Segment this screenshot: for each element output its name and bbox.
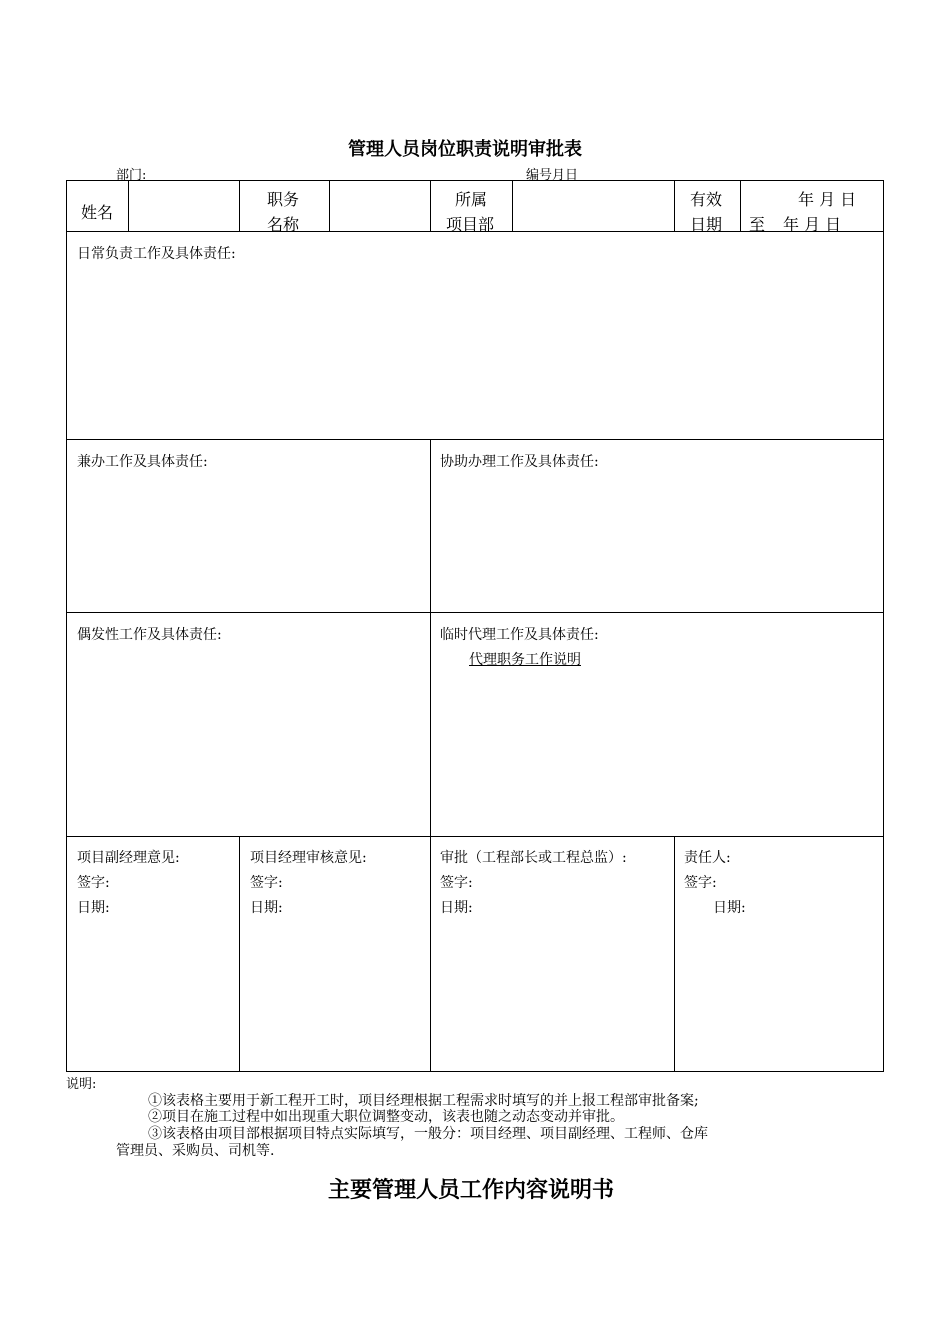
concurrent-duties-field[interactable] (68, 469, 428, 610)
col-divider (674, 836, 675, 1072)
sign-label: 签字: (440, 875, 473, 891)
note-item-3-cont: 管理员、采购员、司机等. (116, 1143, 275, 1159)
valid-date-from: 年 月 日 (798, 190, 857, 209)
valid-date-to-prefix: 至 (749, 215, 766, 234)
project-field[interactable] (513, 182, 673, 230)
position-label-1: 职务 (267, 190, 300, 209)
name-label: 姓名 (81, 203, 114, 222)
date-label: 日期: (250, 900, 283, 916)
note-item-2: ②项目在施工过程中如出现重大职位调整变动，该表也随之动态变动并审批。 (148, 1109, 624, 1125)
date-label: 日期: (77, 900, 110, 916)
assist-duties-field[interactable] (432, 469, 882, 610)
temporary-duties-label: 临时代理工作及具体责任: (440, 627, 599, 643)
daily-duties-label: 日常负责工作及具体责任: (77, 246, 236, 262)
occasional-duties-field[interactable] (68, 642, 428, 834)
serial-label: 编号月日 (526, 168, 579, 183)
occasional-duties-label: 偶发性工作及具体责任: (77, 627, 222, 643)
col-divider (239, 181, 240, 231)
deputy-pm-opinion-label: 项目副经理意见: (77, 850, 180, 866)
daily-duties-field[interactable] (68, 261, 882, 437)
col-divider (740, 181, 741, 231)
row-divider (67, 836, 883, 837)
sign-label: 签字: (77, 875, 110, 891)
col-divider (239, 836, 240, 1072)
note-item-1: ①该表格主要用于新工程开工时，项目经理根据工程需求时填写的并上报工程部审批备案; (148, 1093, 699, 1109)
date-label: 日期: (713, 900, 746, 916)
date-label: 日期: (440, 900, 473, 916)
dept-label: 部门: (116, 168, 147, 183)
position-label-2: 名称 (267, 215, 300, 234)
doc-section-title: 主要管理人员工作内容说明书 (328, 1177, 615, 1203)
row-divider (67, 612, 883, 613)
assist-duties-label: 协助办理工作及具体责任: (440, 454, 599, 470)
row-divider (67, 439, 883, 440)
sign-label: 签字: (684, 875, 717, 891)
notes-label: 说明: (66, 1077, 97, 1092)
approval-form-table (66, 180, 884, 1072)
responsible-person-label: 责任人: (684, 850, 731, 866)
form-title: 管理人员岗位职责说明审批表 (348, 139, 582, 160)
acting-duty-link[interactable]: 代理职务工作说明 (469, 652, 581, 668)
col-divider (430, 181, 431, 231)
pm-review-label: 项目经理审核意见: (250, 850, 367, 866)
col-divider (430, 439, 431, 836)
valid-date-to: 年 月 日 (783, 215, 842, 234)
temporary-duties-field[interactable] (432, 671, 882, 834)
project-label-1: 所属 (455, 190, 488, 209)
valid-label-1: 有效 (690, 190, 723, 209)
col-divider (430, 836, 431, 1072)
sign-label: 签字: (250, 875, 283, 891)
valid-label-2: 日期 (690, 215, 723, 234)
approval-label: 审批（工程部长或工程总监）: (440, 850, 627, 866)
project-label-2: 项目部 (446, 215, 495, 234)
note-item-3: ③该表格由项目部根据项目特点实际填写，一般分：项目经理、项目副经理、工程师、仓库 (148, 1126, 708, 1142)
col-divider (674, 181, 675, 231)
concurrent-duties-label: 兼办工作及具体责任: (77, 454, 208, 470)
position-field[interactable] (330, 182, 429, 230)
name-field[interactable] (129, 182, 238, 230)
